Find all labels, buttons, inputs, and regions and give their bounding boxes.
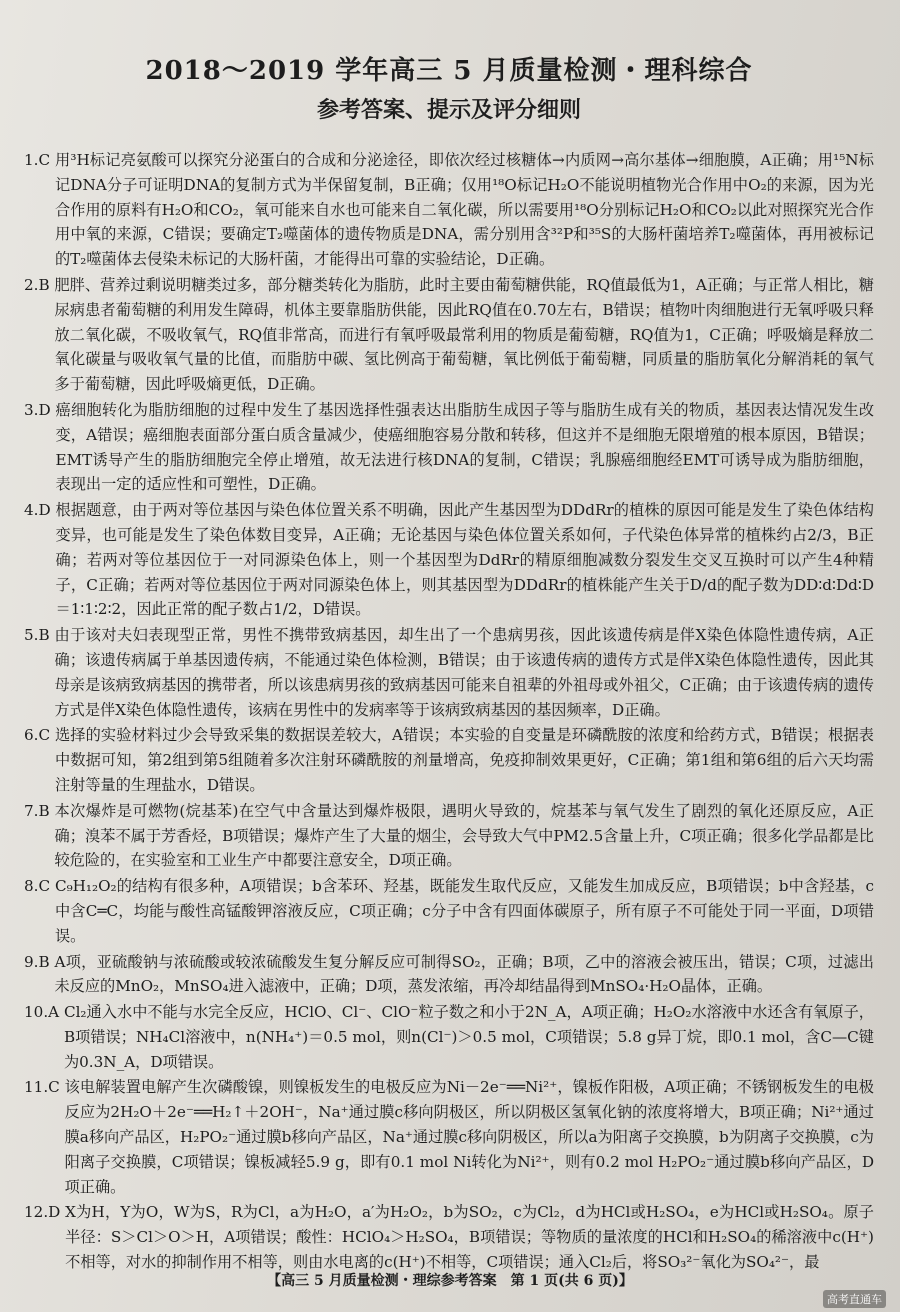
item-number: 9.B — [24, 952, 55, 971]
item-number: 4.D — [24, 501, 56, 520]
item-text: C₉H₁₂O₂的结构有很多种，A项错误；b含苯环、羟基，既能发生取代反应，又能发生加成反应，B项错误；b中含羟基，c中含C═C，均能与酸性高锰酸钾溶液反应，C项正确；c分子中含有四面体碳原子，所有原子不可能处于同一平面，D项错误。 — [54, 877, 874, 945]
item-number: 11.C — [24, 1078, 65, 1097]
item-text: X为H，Y为O，W为S，R为Cl，a为H₂O，a′为H₂O₂，b为SO₂，c为Cl₂，d为HCl或H₂SO₄，e为HCl或H₂SO₄。原子半径：S＞Cl＞O＞H，A项错误；酸性：HClO₄＞H₂SO₄，B项错误；等物质的量浓度的HCl和H₂SO₄的稀溶液中c(H⁺)不相等，对水的抑制作用不相等，则由水电离的c(H⁺)不相等，C项错误；通入Cl₂后，将SO₃²⁻氧化为SO₄²⁻，最 — [65, 1203, 874, 1272]
answer-item — [24, 1000, 874, 1074]
item-text: 本次爆炸是可燃物(烷基苯)在空气中含量达到爆炸极限，遇明火导致的，烷基苯与氧气发生了剧烈的氧化还原反应，A正确；溴苯不属于芳香烃，B项错误；爆炸产生了大量的烟尘，会导致大气中PM2.5含量上升，C项正确；很多化学品都是比较危险的，在实验室和工业生产中都要注意安全，D项正确。 — [54, 801, 874, 870]
item-text: 根据题意，由于两对等位基因与染色体位置关系不明确，因此产生基因型为DDdRr的植株的原因可能是发生了染色体结构变异，也可能是发生了染色体数目变异，A正确；无论基因与染色体位置关系如何，子代染色体异常的植株约占2/3，B正确；若两对等位基因位于一对同源染色体上，则一个基因型为DdRr的精原细胞减数分裂发生交叉互换时可以产生4种精子，C正确；若两对等位基因位于两对同源染色体上，则其基因型为DDdRr的植株能产生关于D/d的配子数为DD∶d∶Dd∶D＝1∶1∶2∶2，因此正常的配子数占1/2，D错误。 — [55, 501, 874, 619]
page-subtitle: 参考答案、提示及评分细则 — [316, 97, 581, 123]
answer-list — [24, 148, 874, 1275]
answer-item — [24, 950, 874, 1000]
watermark-label: 高考直通车 — [823, 1290, 886, 1308]
item-number: 6.C — [24, 726, 55, 745]
item-text: 癌细胞转化为脂肪细胞的过程中发生了基因选择性强表达出脂肪生成因子等与脂肪生成有关的物质，基因表达情况发生改变，A错误；癌细胞表面部分蛋白质含量减少，使癌细胞容易分散和转移，但这并不是细胞无限增殖的根本原因，B错误；EMT诱导产生的脂肪细胞完全停止增殖，故无法进行核DNA的复制，C错误；乳腺癌细胞经EMT可诱导成为脂肪细胞，表现出一定的适应性和可塑性，D正确。 — [55, 400, 874, 494]
answer-item — [24, 723, 874, 797]
answer-item — [24, 1075, 874, 1199]
answer-item — [24, 273, 874, 397]
item-number: 5.B — [24, 626, 55, 645]
item-text: A项，亚硫酸钠与浓硫酸或较浓硫酸发生复分解反应可制得SO₂，正确；B项，乙中的溶液会被压出，错误；C项，过滤出未反应的MnO₂，MnSO₄进入滤液中，正确；D项，蒸发浓缩，再冷却结晶得到MnSO₄·H₂O晶体，正确。 — [54, 952, 874, 996]
answer-item — [24, 874, 874, 948]
item-text: 肥胖、营养过剩说明糖类过多，部分糖类转化为脂肪，此时主要由葡萄糖供能，RQ值最低为1，A正确；与正常人相比，糖尿病患者葡萄糖的利用发生障碍，机体主要靠脂肪供能，因此RQ值在0.70左右，B错误；植物叶肉细胞进行无氧呼吸只释放二氧化碳，不吸收氧气，RQ值非常高，而进行有氧呼吸最常利用的物质是葡萄糖，RQ值为1，C正确；呼吸熵是释放二氧化碳量与吸收氧气量的比值，而脂肪中碳、氢比例高于葡萄糖，氧比例低于葡萄糖，同质量的脂肪氧化分解消耗的氧气多于葡萄糖，因此呼吸熵更低，D正确。 — [54, 275, 874, 394]
answer-item — [24, 498, 874, 622]
item-number: 8.C — [24, 877, 55, 896]
answer-item — [24, 799, 874, 873]
item-text: 由于该对夫妇表现型正常，男性不携带致病基因，却生出了一个患病男孩，因此该遗传病是伴X染色体隐性遗传病，A正确；该遗传病属于单基因遗传病，不能通过染色体检测，B错误；由于该遗传病的遗传方式是伴X染色体隐性遗传，因此其母亲是该病致病基因的携带者，所以该患病男孩的致病基因可能来自祖辈的外祖母或外祖父，C正确；由于该遗传病的遗传方式是伴X染色体隐性遗传，该病在男性中的发病率等于该病致病基因的基因频率，D正确。 — [54, 626, 874, 719]
answer-item — [24, 623, 874, 722]
item-number: 10.A — [24, 1003, 64, 1022]
item-text: Cl₂通入水中不能与水完全反应，HClO、Cl⁻、ClO⁻粒子数之和小于2N_A，A项正确；H₂O₂水溶液中水还含有氧原子，B项错误；NH₄Cl溶液中，n(NH₄⁺)＝0.5 mol，则n(Cl⁻)＞0.5 mol，C项错误；5.8 g异丁烷，即0.1 mol，含C—C键为0.3N_A，D项错误。 — [63, 1003, 874, 1071]
item-number: 7.B — [24, 801, 55, 820]
item-number: 2.B — [24, 275, 55, 294]
page-footer: 【高三 5 月质量检测・理综参考答案 第 1 页(共 6 页)】 — [267, 1273, 633, 1289]
answer-item — [24, 148, 874, 272]
item-text: 该电解装置电解产生次磷酸镍，则镍板发生的电极反应为Ni－2e⁻══Ni²⁺，镍板作阳极，A项正确；不锈钢板发生的电极反应为2H₂O＋2e⁻══H₂↑＋2OH⁻，Na⁺通过膜c移向阴极区，所以阴极区氢氧化钠的浓度将增大，B项正确；Ni²⁺通过膜a移向产品区，H₂PO₂⁻通过膜b移向产品区，Na⁺通过膜c移向阴极区，所以a为阳离子交换膜，b为阴离子交换膜，c为阳离子交换膜，C项错误；镍板减轻5.9 g，即有0.1 mol Ni转化为Ni²⁺，则有0.2 mol H₂PO₂⁻通过膜b移向产品区，D项正确。 — [64, 1078, 874, 1196]
item-text: 选择的实验材料过少会导致采集的数据误差较大，A错误；本实验的自变量是环磷酰胺的浓度和给药方式，B错误；根据表中数据可知，第2组到第5组随着多次注射环磷酰胺的剂量增高，免疫抑制效果更好，C正确；第1组和第6组的后六天均需注射等量的生理盐水，D错误。 — [54, 726, 874, 794]
item-number: 3.D — [24, 400, 56, 419]
page-title: 2018～2019 学年高三 5 月质量检测・理科综合 — [145, 56, 753, 86]
answer-item — [24, 1200, 874, 1274]
item-number: 1.C — [24, 151, 55, 169]
answer-item — [24, 398, 874, 497]
item-text: 用³H标记亮氨酸可以探究分泌蛋白的合成和分泌途径，即依次经过核糖体→内质网→高尔基体→细胞膜，A正确；用¹⁵N标记DNA分子可证明DNA的复制方式为半保留复制，B正确；仅用¹⁸O标记H₂O不能说明植物光合作用中O₂的来源，因为光合作用的原料有H₂O和CO₂，氧可能来自水也可能来自二氧化碳，所以需要用¹⁸O分别标记H₂O和CO₂以此对照探究光合作用中氧的来源，C错误；要确定T₂噬菌体的遗传物质是DNA，需分别用含³²P和³⁵S的大肠杆菌培养T₂噬菌体，再用被标记的T₂噬菌体去侵染未标记的大肠杆菌，才能得出可靠的实验结论，D正确。 — [54, 151, 874, 269]
item-number: 12.D — [24, 1203, 66, 1222]
